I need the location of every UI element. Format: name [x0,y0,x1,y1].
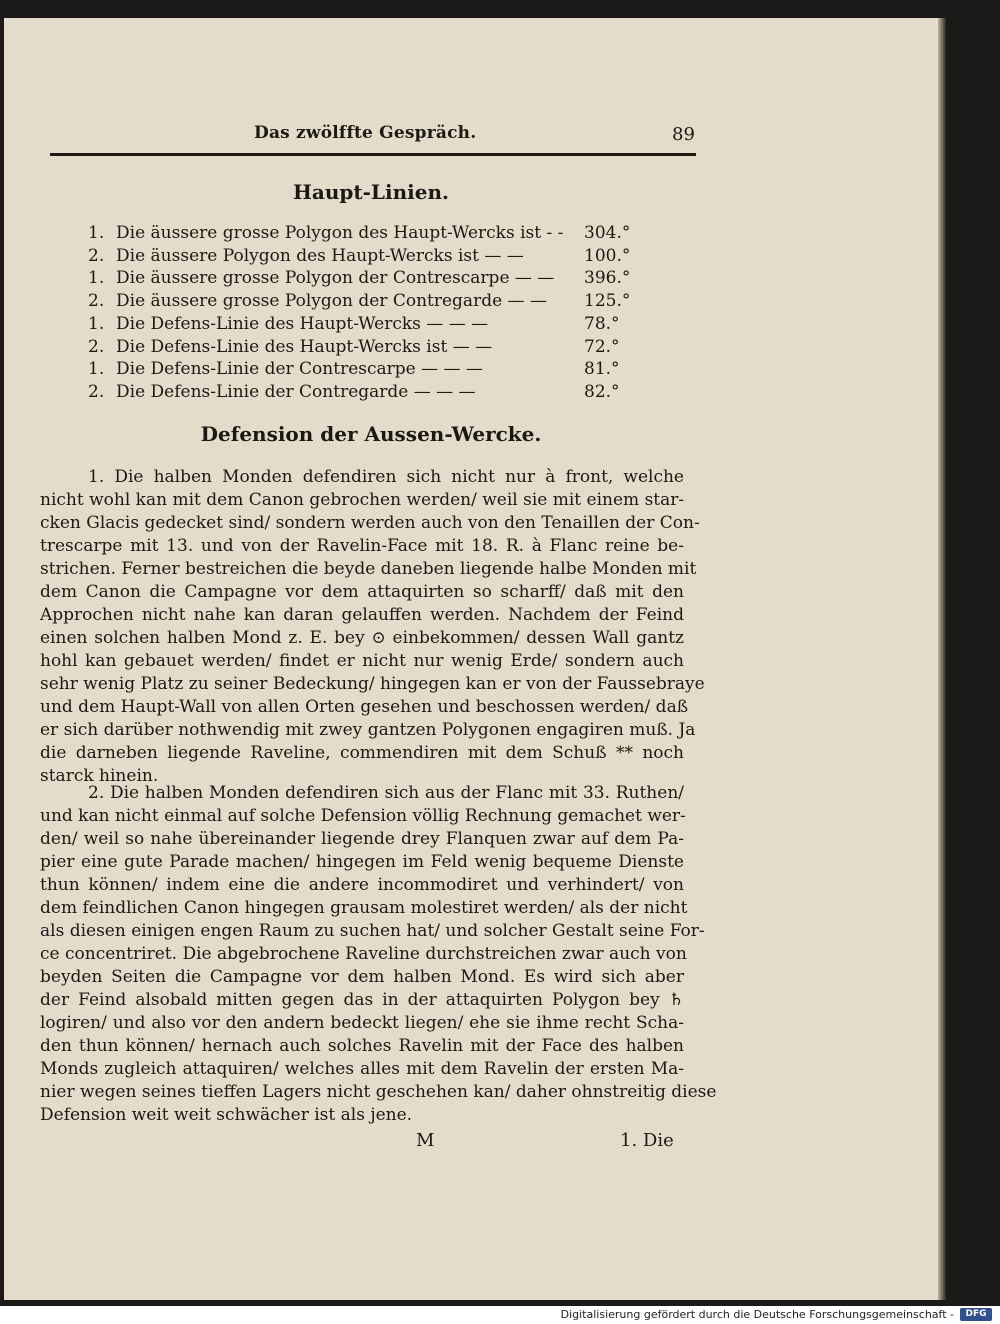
table-row [88,336,648,358]
text-line: ce concentriret. Die abgebrochene Raveline durchstreichen zwar auch von [40,944,687,964]
row-value: 81.° [584,359,620,380]
text-line: und kan nicht einmal auf solche Defension völlig Rechnung gemachet wer- [40,806,686,826]
row-number: 2. [88,381,105,402]
row-number: 2. [88,245,105,266]
table-row [88,313,648,335]
page-edge [938,18,946,1300]
running-head: Das zwölffte Gespräch. [254,123,477,143]
text-line: starck hinein. [40,766,159,786]
text-line: beyden Seiten die Campagne vor dem halben Mond. Es wird sich aber [40,967,684,987]
footer-bar [0,1306,1000,1324]
text-line: cken Glacis gedecket sind/ sondern werden auch von den Tenaillen der Con- [40,513,700,533]
signature-mark: M [416,1130,435,1151]
text-line: dem feindlichen Canon hingegen grausam molestiret werden/ als der nicht [40,898,688,918]
table-row [88,381,648,403]
text-line: thun können/ indem eine die andere incommodiret und verhindert/ von [40,875,684,895]
row-value: 78.° [584,313,620,334]
text-line: hohl kan gebauet werden/ findet er nicht nur wenig Erde/ sondern auch [40,651,684,671]
row-number: 1. [88,223,105,243]
table-row [88,245,648,267]
text-line: 1. Die halben Monden defendiren sich nicht nur à front, welche [88,467,684,487]
table-row [88,358,648,380]
paragraph-1 [40,466,705,788]
text-line: Approchen nicht nahe kan daran gelauffen werden. Nachdem der Feind [40,605,684,625]
text-line: strichen. Ferner bestreichen die beyde daneben liegende halbe Monden mit [40,559,697,579]
section-title-haupt-linien: Haupt-Linien. [293,180,449,204]
text-line: pier eine gute Parade machen/ hingegen im Feld wenig bequeme Dienste [40,852,684,872]
row-text: Die äussere grosse Polygon der Contrescarpe — — [116,268,555,289]
text-line: logiren/ und also vor den andern bedeckt liegen/ ehe sie ihme recht Scha- [40,1013,684,1033]
row-text: Die Defens-Linie der Contrescarpe — — — [116,359,483,380]
text-line: und dem Haupt-Wall von allen Orten gesehen und beschossen werden/ daß [40,697,689,717]
row-number: 2. [88,291,105,312]
row-value: 304.° [584,223,631,243]
text-line: dem Canon die Campagne vor dem attaquirten so scharff/ daß mit den [40,582,684,602]
text-line: Defension weit weit schwächer ist als jene. [40,1105,413,1125]
text-line: als diesen einigen engen Raum zu suchen hat/ und solcher Gestalt seine For- [40,921,705,941]
dfg-logo: DFG [960,1308,992,1321]
catchword: 1. Die [620,1130,674,1151]
text-line: nicht wohl kan mit dem Canon gebrochen werden/ weil sie mit einem star- [40,490,685,510]
text-line: trescarpe mit 13. und von der Ravelin-Face mit 18. R. à Flanc reine be- [40,536,684,556]
row-value: 100.° [584,245,631,266]
text-line: den thun können/ hernach auch solches Ravelin mit der Face des halben [40,1036,684,1056]
section-title-defension: Defension der Aussen-Wercke. [200,422,542,446]
row-number: 1. [88,268,105,289]
row-text: Die äussere Polygon des Haupt-Wercks ist — — [116,245,524,266]
row-text: Die Defens-Linie der Contregarde — — — [116,381,476,402]
row-number: 2. [88,336,105,357]
text-line: einen solchen halben Mond z. E. bey ⊙ einbekommen/ dessen Wall gantz [40,628,684,648]
footer-credit: Digitalisierung gefördert durch die Deutsche Forschungsgemeinschaft - [560,1308,954,1321]
row-number: 1. [88,359,105,380]
row-text: Die äussere grosse Polygon der Contregarde — — [116,291,547,312]
text-line: Monds zugleich attaquiren/ welches alles mit dem Ravelin der ersten Ma- [40,1059,684,1079]
text-line: den/ weil so nahe übereinander liegende drey Flanquen zwar auf dem Pa- [40,829,684,849]
text-line: sehr wenig Platz zu seiner Bedeckung/ hingegen kan er von der Faussebraye [40,674,705,694]
text-line: 2. Die halben Monden defendiren sich aus der Flanc mit 33. Ruthen/ [88,783,684,803]
table-row [88,222,648,244]
text-line: er sich darüber nothwendig mit zwey gantzen Polygonen engagiren muß. Ja [40,720,696,740]
table-row [88,290,648,312]
book-page [4,18,938,1300]
table-row [88,267,648,289]
row-value: 82.° [584,381,620,402]
row-number: 1. [88,313,105,334]
paragraph-2 [40,782,717,1127]
row-value: 125.° [584,291,631,312]
row-value: 396.° [584,268,631,289]
text-line: die darneben liegende Raveline, commendiren mit dem Schuß ** noch [40,743,684,763]
page-number: 89 [672,124,695,145]
row-value: 72.° [584,336,620,357]
row-text: Die Defens-Linie des Haupt-Wercks ist — — [116,336,493,357]
text-line: nier wegen seines tieffen Lagers nicht geschehen kan/ daher ohnstreitig diese [40,1082,717,1102]
row-text: Die Defens-Linie des Haupt-Wercks — — — [116,313,489,334]
row-text: Die äussere grosse Polygon des Haupt-Wercks ist - - [116,223,564,243]
header-rule [50,153,696,156]
text-line: der Feind alsobald mitten gegen das in der attaquirten Polygon bey ♄ [40,990,684,1010]
